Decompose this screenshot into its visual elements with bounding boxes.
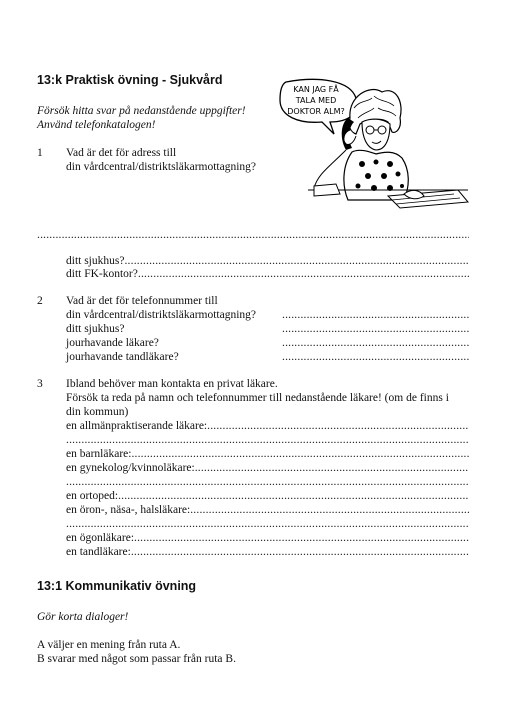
- q2-answer-sjukhus[interactable]: [282, 322, 469, 336]
- q3-item-oron[interactable]: [66, 503, 469, 517]
- q2-answer-vardcentral[interactable]: [282, 308, 469, 322]
- q3-item-barn[interactable]: [66, 447, 469, 461]
- q1-line-2: din vårdcentral/distriktsläkarmottagning?: [66, 161, 257, 173]
- q2-item-vardcentral: din vårdcentral/distriktsläkarmottagning?: [66, 309, 257, 321]
- q3-extra-line-1[interactable]: [66, 433, 469, 447]
- q2-item-sjukhus: ditt sjukhus?: [66, 323, 125, 335]
- q3-line-2: Försök ta reda på namn och telefonnummer till nedanstående läkare! (om de finns i: [66, 392, 449, 404]
- section-heading-kommunikativ: 13:1 Kommunikativ övning: [37, 579, 197, 593]
- q1-line-1: Vad är det för adress till: [66, 147, 177, 159]
- q3-item-allman-label: en allmänpraktiserande läkare:: [66, 420, 208, 432]
- q3-item-tand-label: en tandläkare:: [66, 546, 131, 558]
- bubble-line-3: DOKTOR ALM?: [287, 107, 345, 116]
- q3-number: 3: [37, 378, 43, 390]
- q1-item-sjukhus-label: ditt sjukhus?: [66, 255, 125, 267]
- q2-answer-jourtandlakare[interactable]: [282, 350, 469, 364]
- q3-item-ogon-label: en ögonläkare:: [66, 532, 135, 544]
- instruction-line-2: Använd telefonkatalogen!: [37, 119, 156, 131]
- q3-item-gyn[interactable]: [66, 461, 469, 475]
- q3-item-orto[interactable]: [66, 489, 469, 503]
- q2-line-1: Vad är det för telefonnummer till: [66, 295, 218, 307]
- q3-item-gyn-label: en gynekolog/kvinnoläkare:: [66, 462, 195, 474]
- q2-number: 2: [37, 295, 43, 307]
- q2-answer-jourlakare[interactable]: [282, 336, 469, 350]
- q1-item-fk[interactable]: [66, 267, 469, 281]
- q3-line-3: din kommun): [66, 406, 129, 418]
- q1-answer-line[interactable]: [37, 228, 469, 242]
- q3-extra-line-2[interactable]: [66, 475, 469, 489]
- q2-item-jourtandlakare: jourhavande tandläkare?: [66, 351, 179, 363]
- section2-instruction: Gör korta dialoger!: [37, 611, 129, 623]
- instruction-line-1: Försök hitta svar på nedanstående uppgifter!: [37, 105, 246, 117]
- bubble-line-1: KAN JAG FÅ: [293, 85, 339, 94]
- section2-line-b: B svarar med något som passar från ruta B.: [37, 653, 236, 665]
- section2-line-a: A väljer en mening från ruta A.: [37, 639, 181, 651]
- q2-item-jourlakare: jourhavande läkare?: [66, 337, 159, 349]
- q1-item-fk-label: ditt FK-kontor?: [66, 268, 138, 280]
- q3-line-1: Ibland behöver man kontakta en privat läkare.: [66, 378, 278, 390]
- woman-on-phone-illustration: [278, 78, 478, 213]
- q3-item-tand[interactable]: [66, 545, 469, 559]
- section-heading-praktisk: 13:k Praktisk övning - Sjukvård: [37, 73, 223, 87]
- q1-item-sjukhus[interactable]: [66, 254, 469, 268]
- q3-item-oron-label: en öron-, näsa-, halsläkare:: [66, 504, 191, 516]
- q3-item-allman[interactable]: [66, 419, 469, 433]
- bubble-line-2: TALA MED: [295, 96, 337, 105]
- q3-item-orto-label: en ortoped:: [66, 490, 119, 502]
- q3-extra-line-3[interactable]: [66, 517, 469, 531]
- q3-item-ogon[interactable]: [66, 531, 469, 545]
- q3-item-barn-label: en barnläkare:: [66, 448, 132, 460]
- q1-number: 1: [37, 147, 43, 159]
